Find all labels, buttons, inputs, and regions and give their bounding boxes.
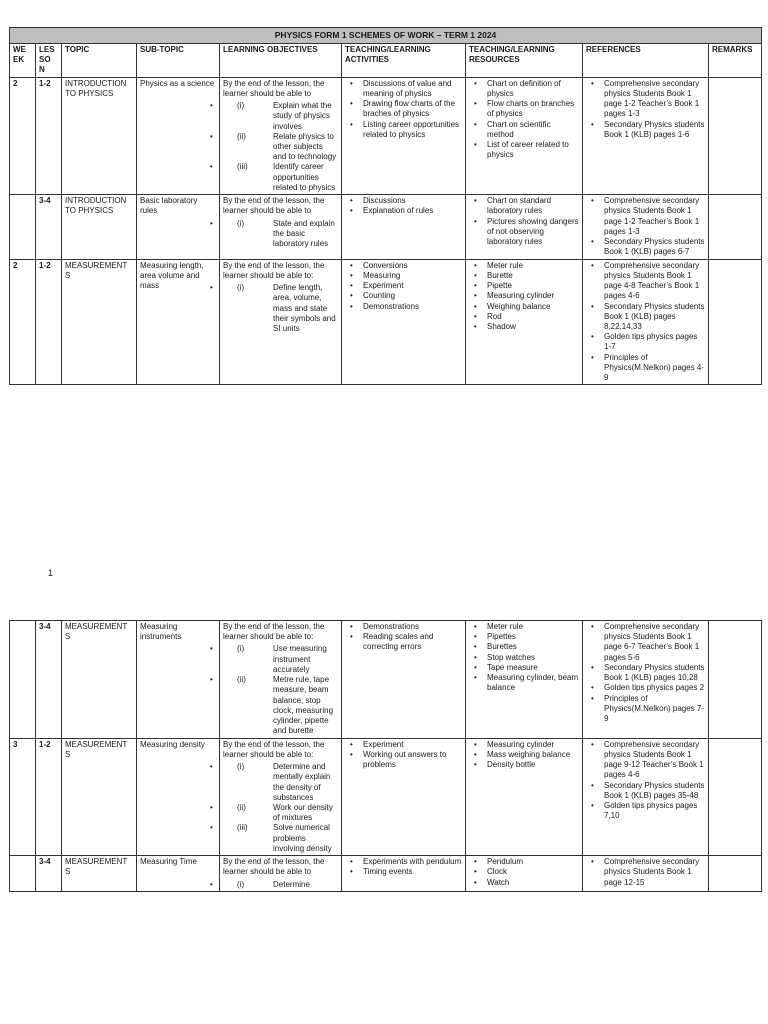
lesson-cell: 3-4 bbox=[36, 856, 62, 892]
remarks-cell bbox=[709, 77, 762, 195]
col-resources: TEACHING/LEARNING RESOURCES bbox=[466, 43, 583, 77]
topic-cell: INTRODUCTION TO PHYSICS bbox=[62, 195, 137, 259]
objectives-cell bbox=[220, 621, 342, 739]
resource-item: • Flow charts on branches of physics bbox=[487, 99, 579, 119]
objective-item bbox=[223, 803, 338, 823]
objective-text: Work our density of mixtures bbox=[273, 802, 333, 823]
resource-item: • Meter rule bbox=[487, 261, 579, 271]
resource-item: • Pipettes bbox=[487, 632, 579, 642]
activity-item: • Reading scales and correcting errors bbox=[363, 632, 462, 652]
references-cell bbox=[583, 259, 709, 385]
remarks-cell bbox=[709, 621, 762, 739]
table-row bbox=[10, 259, 762, 385]
reference-item: • Comprehensive secondary physics Students Book 1 page 1-2 Teacher’s Book 1 pages 1-3 bbox=[604, 196, 705, 237]
remarks-cell bbox=[709, 738, 762, 856]
subtopic-cell: Measuring length, area volume and mass bbox=[137, 259, 220, 385]
resources-cell bbox=[466, 621, 583, 739]
week-cell bbox=[10, 856, 36, 892]
objective-item bbox=[223, 219, 338, 250]
resource-item: • Tape measure bbox=[487, 663, 579, 673]
col-objectives: LEARNING OBJECTIVES bbox=[220, 43, 342, 77]
activities-cell bbox=[342, 195, 466, 259]
objective-item bbox=[223, 283, 338, 334]
week-cell: 2 bbox=[10, 259, 36, 385]
topic-cell: MEASUREMENT S bbox=[62, 738, 137, 856]
subtopic-cell: Measuring instruments bbox=[137, 621, 220, 739]
objective-text: Identify career opportunities related to physics bbox=[273, 162, 336, 192]
objectives-intro: By the end of the lesson, the learner should be able to bbox=[223, 78, 325, 98]
col-subtopic: SUB-TOPIC bbox=[137, 43, 220, 77]
reference-item: • Golden tips physics pages 2 bbox=[604, 683, 705, 693]
activity-item: • Conversions bbox=[363, 261, 462, 271]
references-cell bbox=[583, 195, 709, 259]
objective-item bbox=[223, 162, 338, 193]
activity-item: • Experiment bbox=[363, 740, 462, 750]
objectives-list bbox=[223, 101, 338, 193]
objectives-list bbox=[223, 762, 338, 854]
objectives-cell bbox=[220, 259, 342, 385]
activity-item: • Timing events bbox=[363, 867, 462, 877]
resources-cell bbox=[466, 195, 583, 259]
objective-text: Determine bbox=[273, 879, 310, 889]
references-cell bbox=[583, 77, 709, 195]
reference-item: • Secondary Physics students Book 1 (KLB) pages 6-7 bbox=[604, 237, 705, 257]
objectives-intro: By the end of the lesson, the learner should be able to bbox=[223, 857, 325, 877]
resource-item: • Rod bbox=[487, 312, 579, 322]
col-remarks: REMARKS bbox=[709, 43, 762, 77]
table-row bbox=[10, 856, 762, 892]
activity-item: • Drawing flow charts of the braches of physics bbox=[363, 99, 462, 119]
activities-cell bbox=[342, 621, 466, 739]
objective-text: Relate physics to other subjects and to technology bbox=[273, 131, 337, 162]
objectives-cell bbox=[220, 195, 342, 259]
reference-item: • Comprehensive secondary physics Students Book 1 page 6-7 Teacher’s Book 1 pages 5-6 bbox=[604, 622, 705, 663]
week-cell bbox=[10, 621, 36, 739]
objective-text: Solve numerical problems involving density bbox=[273, 823, 332, 853]
activities-cell bbox=[342, 856, 466, 892]
objectives-cell bbox=[220, 738, 342, 856]
table-row bbox=[10, 77, 762, 195]
activity-item: • Demonstrations bbox=[363, 302, 462, 312]
col-topic: TOPIC bbox=[62, 43, 137, 77]
table-row bbox=[10, 738, 762, 856]
topic-cell: MEASUREMENT S bbox=[62, 259, 137, 385]
reference-item: • Comprehensive secondary physics Students Book 1 page 12-15 bbox=[604, 857, 705, 888]
remarks-cell bbox=[709, 856, 762, 892]
col-week: WE EK bbox=[10, 43, 36, 77]
resource-item: • Shadow bbox=[487, 322, 579, 332]
activity-item: • Demonstrations bbox=[363, 622, 462, 632]
scheme-table-page-1 bbox=[9, 27, 762, 385]
resource-item: • Chart on standard laboratory rules bbox=[487, 196, 579, 216]
topic-cell: MEASUREMENT S bbox=[62, 621, 137, 739]
objective-item bbox=[223, 880, 338, 890]
objective-item bbox=[223, 823, 338, 854]
week-cell: 2 bbox=[10, 77, 36, 195]
objective-text: State and explain the basic laboratory rules bbox=[273, 218, 335, 249]
resources-cell bbox=[466, 856, 583, 892]
activities-cell bbox=[342, 738, 466, 856]
objective-text: Explain what the study of physics involves bbox=[273, 101, 332, 131]
resources-list bbox=[469, 622, 579, 694]
subtopic-cell: Measuring Time bbox=[137, 856, 220, 892]
topic-cell: MEASUREMENT S bbox=[62, 856, 137, 892]
activities-list bbox=[345, 622, 462, 653]
references-list bbox=[586, 622, 705, 724]
resources-list bbox=[469, 79, 579, 161]
reference-item: • Secondary Physics students Book 1 (KLB) pages 10,28 bbox=[604, 663, 705, 683]
references-cell bbox=[583, 856, 709, 892]
week-cell: 3 bbox=[10, 738, 36, 856]
objectives-list bbox=[223, 880, 338, 890]
activities-list bbox=[345, 857, 462, 877]
lesson-cell: 1-2 bbox=[36, 738, 62, 856]
reference-item: • Principles of Physics(M.Nelkon) pages 7-9 bbox=[604, 694, 705, 725]
resource-item: • Mass weighing balance bbox=[487, 750, 579, 760]
resource-item: • Chart on scientific method bbox=[487, 120, 579, 140]
resource-item: • Burette bbox=[487, 271, 579, 281]
activity-item: • Listing career opportunities related to physics bbox=[363, 120, 462, 140]
resource-item: • Density bottle bbox=[487, 760, 579, 770]
resource-item: • Pictures showing dangers of not observing laboratory rules bbox=[487, 217, 579, 248]
objectives-list bbox=[223, 644, 338, 736]
objectives-intro: By the end of the lesson, the learner should be able to: bbox=[223, 739, 325, 759]
objective-number: • (i) bbox=[237, 283, 245, 293]
objective-item bbox=[223, 675, 338, 736]
resource-item: • Pendulum bbox=[487, 857, 579, 867]
objective-number: • (iii) bbox=[237, 162, 248, 172]
reference-item: • Principles of Physics(M.Nelkon) pages 4-9 bbox=[604, 353, 705, 384]
reference-item: • Comprehensive secondary physics Students Book 1 page 1-2 Teacher’s Book 1 pages 1-3 bbox=[604, 79, 705, 120]
resource-item: • Pipette bbox=[487, 281, 579, 291]
header-row bbox=[10, 43, 762, 77]
objective-text: Determine and mentally explain the density of substances bbox=[273, 762, 331, 802]
subtopic-cell: Measuring density bbox=[137, 738, 220, 856]
scheme-table-page-2 bbox=[9, 620, 762, 892]
resources-cell bbox=[466, 738, 583, 856]
objective-text: Use measuring instrument accurately bbox=[273, 644, 327, 674]
activity-item: • Explanation of rules bbox=[363, 206, 462, 216]
topic-cell: INTRODUCTION TO PHYSICS bbox=[62, 77, 137, 195]
references-list bbox=[586, 261, 705, 384]
remarks-cell bbox=[709, 195, 762, 259]
objective-item bbox=[223, 762, 338, 803]
activity-item: • Discussions of value and meaning of physics bbox=[363, 79, 462, 99]
activities-cell bbox=[342, 77, 466, 195]
objectives-cell bbox=[220, 856, 342, 892]
resources-list bbox=[469, 740, 579, 771]
activities-list bbox=[345, 196, 462, 216]
objectives-intro: By the end of the lesson, the learner should be able to: bbox=[223, 622, 325, 642]
objectives-intro: By the end of the lesson, the learner should be able to bbox=[223, 196, 325, 216]
objective-number: • (i) bbox=[237, 879, 245, 889]
objective-number: • (iii) bbox=[237, 823, 248, 833]
col-activities: TEACHING/LEARNING ACTIVITIES bbox=[342, 43, 466, 77]
objective-number: • (i) bbox=[237, 644, 245, 654]
resource-item: • Burettes bbox=[487, 642, 579, 652]
activity-item: • Counting bbox=[363, 291, 462, 301]
objective-text: Metre rule, tape measure, beam balance, stop clock, measuring cylinder, pipette and burette bbox=[273, 675, 334, 736]
table-row bbox=[10, 621, 762, 739]
resource-item: • Measuring cylinder bbox=[487, 291, 579, 301]
week-cell bbox=[10, 195, 36, 259]
resources-list bbox=[469, 261, 579, 333]
resources-cell bbox=[466, 259, 583, 385]
references-list bbox=[586, 196, 705, 257]
document-title: PHYSICS FORM 1 SCHEMES OF WORK – TERM 1 2024 bbox=[10, 28, 762, 44]
resources-list bbox=[469, 196, 579, 247]
objectives-intro: By the end of the lesson, the learner should be able to: bbox=[223, 260, 325, 280]
activity-item: • Experiment bbox=[363, 281, 462, 291]
activity-item: • Working out answers to problems bbox=[363, 750, 462, 770]
activities-cell bbox=[342, 259, 466, 385]
objective-item bbox=[223, 644, 338, 675]
objective-number: • (i) bbox=[237, 762, 245, 772]
resource-item: • Stop watches bbox=[487, 653, 579, 663]
lesson-cell: 1-2 bbox=[36, 77, 62, 195]
activities-list bbox=[345, 740, 462, 771]
objective-number: • (i) bbox=[237, 101, 245, 111]
resource-item: • List of career related to physics bbox=[487, 140, 579, 160]
references-cell bbox=[583, 738, 709, 856]
table-row bbox=[10, 195, 762, 259]
resource-item: • Measuring cylinder, beam balance bbox=[487, 673, 579, 693]
reference-item: • Golden tips physics pages 7,10 bbox=[604, 801, 705, 821]
objectives-list bbox=[223, 219, 338, 250]
activity-item: • Experiments with pendulum bbox=[363, 857, 462, 867]
subtopic-cell: Physics as a science bbox=[137, 77, 220, 195]
lesson-cell: 3-4 bbox=[36, 195, 62, 259]
resource-item: • Meter rule bbox=[487, 622, 579, 632]
objectives-list bbox=[223, 283, 338, 334]
references-list bbox=[586, 857, 705, 888]
resource-item: • Measuring cylinder bbox=[487, 740, 579, 750]
lesson-cell: 1-2 bbox=[36, 259, 62, 385]
activity-item: • Measuring bbox=[363, 271, 462, 281]
reference-item: • Secondary Physics students Book 1 (KLB) pages 35-48 bbox=[604, 781, 705, 801]
reference-item: • Golden tips physics pages 1-7 bbox=[604, 332, 705, 352]
objective-number: • (ii) bbox=[237, 675, 246, 685]
resource-item: • Weighing balance bbox=[487, 302, 579, 312]
reference-item: • Secondary Physics students Book 1 (KLB) pages 1-6 bbox=[604, 120, 705, 140]
reference-item: • Comprehensive secondary physics Students Book 1 page 4-8 Teacher’s Book 1 pages 4-6 bbox=[604, 261, 705, 302]
references-list bbox=[586, 79, 705, 140]
objectives-cell bbox=[220, 77, 342, 195]
resource-item: • Watch bbox=[487, 878, 579, 888]
objective-text: Define length, area, volume, mass and state their symbols and SI units bbox=[273, 283, 336, 333]
reference-item: • Secondary Physics students Book 1 (KLB) pages 8,22,14,33 bbox=[604, 302, 705, 333]
objective-item bbox=[223, 101, 338, 132]
resources-list bbox=[469, 857, 579, 888]
references-cell bbox=[583, 621, 709, 739]
activities-list bbox=[345, 261, 462, 312]
col-lesson: LES SO N bbox=[36, 43, 62, 77]
col-references: REFERENCES bbox=[583, 43, 709, 77]
activities-list bbox=[345, 79, 462, 140]
resources-cell bbox=[466, 77, 583, 195]
resource-item: • Clock bbox=[487, 867, 579, 877]
objective-number: • (ii) bbox=[237, 802, 246, 812]
remarks-cell bbox=[709, 259, 762, 385]
objective-number: • (i) bbox=[237, 218, 245, 228]
objective-item bbox=[223, 132, 338, 163]
lesson-cell: 3-4 bbox=[36, 621, 62, 739]
activity-item: • Discussions bbox=[363, 196, 462, 206]
subtopic-cell: Basic laboratory rules bbox=[137, 195, 220, 259]
references-list bbox=[586, 740, 705, 822]
resource-item: • Chart on definition of physics bbox=[487, 79, 579, 99]
reference-item: • Comprehensive secondary physics Students Book 1 page 9-12 Teacher’s Book 1 pages 4-6 bbox=[604, 740, 705, 781]
page-number: 1 bbox=[48, 568, 54, 578]
objective-number: • (ii) bbox=[237, 131, 246, 141]
